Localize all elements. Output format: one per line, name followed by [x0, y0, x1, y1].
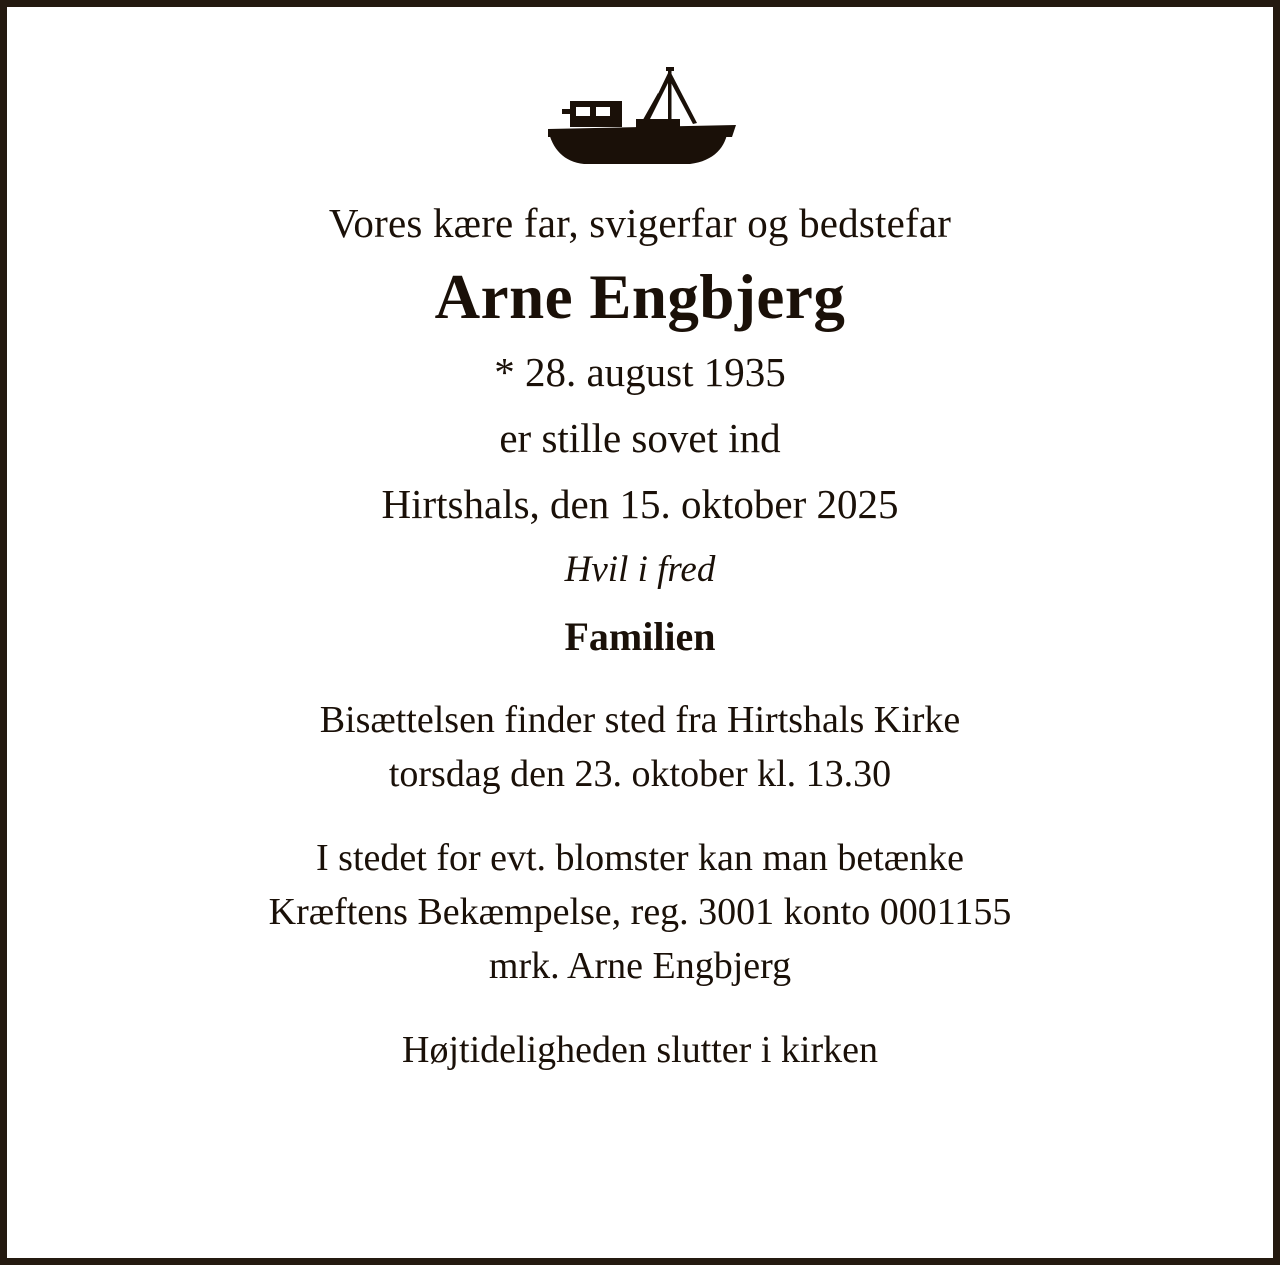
ceremony-details	[67, 694, 1213, 802]
birth-date: * 28. august 1935	[494, 349, 786, 395]
fishing-boat-icon	[540, 63, 740, 173]
ceremony-line-2: torsdag den 23. oktober kl. 13.30	[388, 752, 892, 795]
relationship-kicker: Vores kære far, svigerfar og bedstefar	[328, 200, 952, 246]
donation-line-2: Kræftens Bekæmpelse, reg. 3001 konto 0001155	[268, 890, 1012, 933]
signature-family: Familien	[564, 614, 716, 659]
place-and-date-of-death: Hirtshals, den 15. oktober 2025	[381, 481, 899, 527]
donation-line-3: mrk. Arne Engbjerg	[488, 944, 792, 987]
ceremony-line-1: Bisættelsen finder sted fra Hirtshals Kirke	[319, 699, 961, 741]
donation-line-1: I stedet for evt. blomster kan man betænke	[316, 836, 964, 879]
rest-in-peace-text: Hvil i fred	[564, 549, 716, 590]
closing-note: Højtideligheden slutter i kirken	[402, 1028, 878, 1071]
deceased-name: Arne Engbjerg	[434, 262, 846, 332]
passing-phrase: er stille sovet ind	[499, 415, 781, 461]
donation-details	[67, 832, 1213, 994]
